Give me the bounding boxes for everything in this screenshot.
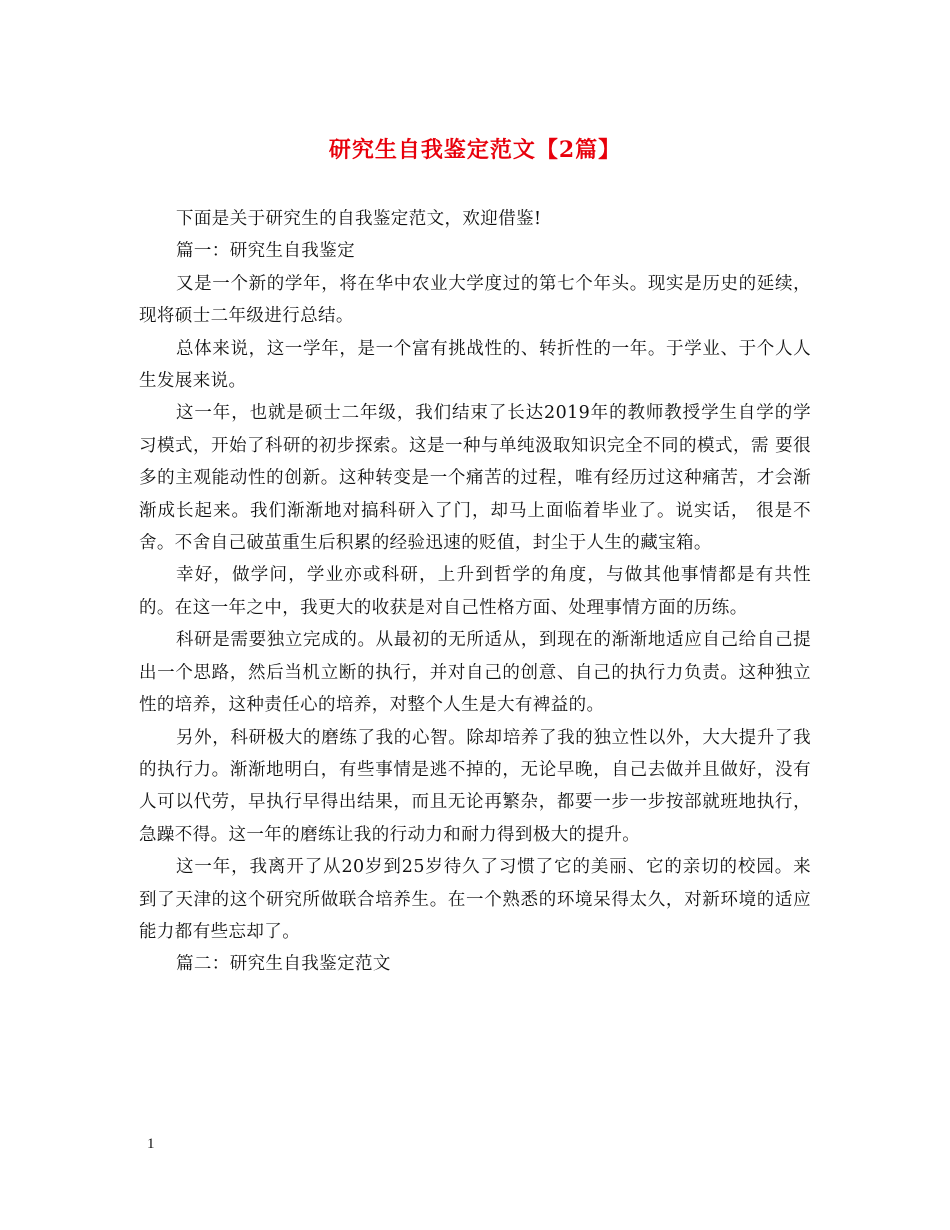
section-heading-1: 篇一：研究生自我鉴定: [176, 241, 355, 262]
document-title: 研究生自我鉴定范文【2篇】: [328, 137, 622, 163]
paragraph: 另外，科研极大的磨练了我的心智。除却培养了我的独立性以外，大大提升了我的执行力。渐渐地明白，有些事情是逃不掉的，无论早晚，自己去做并且做好，没有人可以代劳，早执行早得出结果，而且无论再繁杂，都要一步一步按部就班地执行，急躁不得。这一年的磨练让我的行动力和耐力得到极大的提升。: [139, 727, 811, 845]
paragraph: 总体来说，这一学年，是一个富有挑战性的、转折性的一年。于学业、于个人人生发展来说。: [139, 338, 811, 392]
paragraph: 幸好，做学问，学业亦或科研，上升到哲学的角度，与做其他事情都是有共性的。在这一年之中，我更大的收获是对自己性格方面、处理事情方面的历练。: [139, 565, 811, 618]
section-heading-2: 篇二：研究生自我鉴定范文: [176, 954, 391, 975]
paragraph: 这一年，也就是硕士二年级，我们结束了长达2019年的教师教授学生自学的学习模式，开始了科研的初步探索。这是一种与单纯汲取知识完全不同的模式，需 要很多的主观能动性的创新。这种转变是一个痛苦的过程，唯有经历过这种痛苦，才会渐渐成长起来。我们渐渐地对搞科研入了门，却马上面临着毕业了。说实话， 很是不舍。不舍自己破茧重生后积累的经验迅速的贬值，封尘于人生的藏宝箱。: [139, 403, 811, 554]
paragraph: 科研是需要独立完成的。从最初的无所适从，到现在的渐渐地适应自己给自己提出一个思路，然后当机立断的执行，并对自己的创意、自己的执行力负责。这种独立性的培养，这种责任心的培养，对整个人生是大有裨益的。: [139, 630, 811, 716]
document-body: [139, 203, 811, 981]
paragraph: 这一年，我离开了从20岁到25岁待久了习惯了它的美丽、它的亲切的校园。来到了天津的这个研究所做联合培养生。在一个熟悉的环境呆得太久，对新环境的适应能力都有些忘却了。: [139, 857, 811, 942]
paragraph: 又是一个新的学年，将在华中农业大学度过的第七个年头。现实是历史的延续，现将硕士二年级进行总结。: [139, 273, 811, 327]
page-number: 1: [147, 1136, 155, 1152]
paragraph: 下面是关于研究生的自我鉴定范文，欢迎借鉴!: [176, 209, 542, 229]
